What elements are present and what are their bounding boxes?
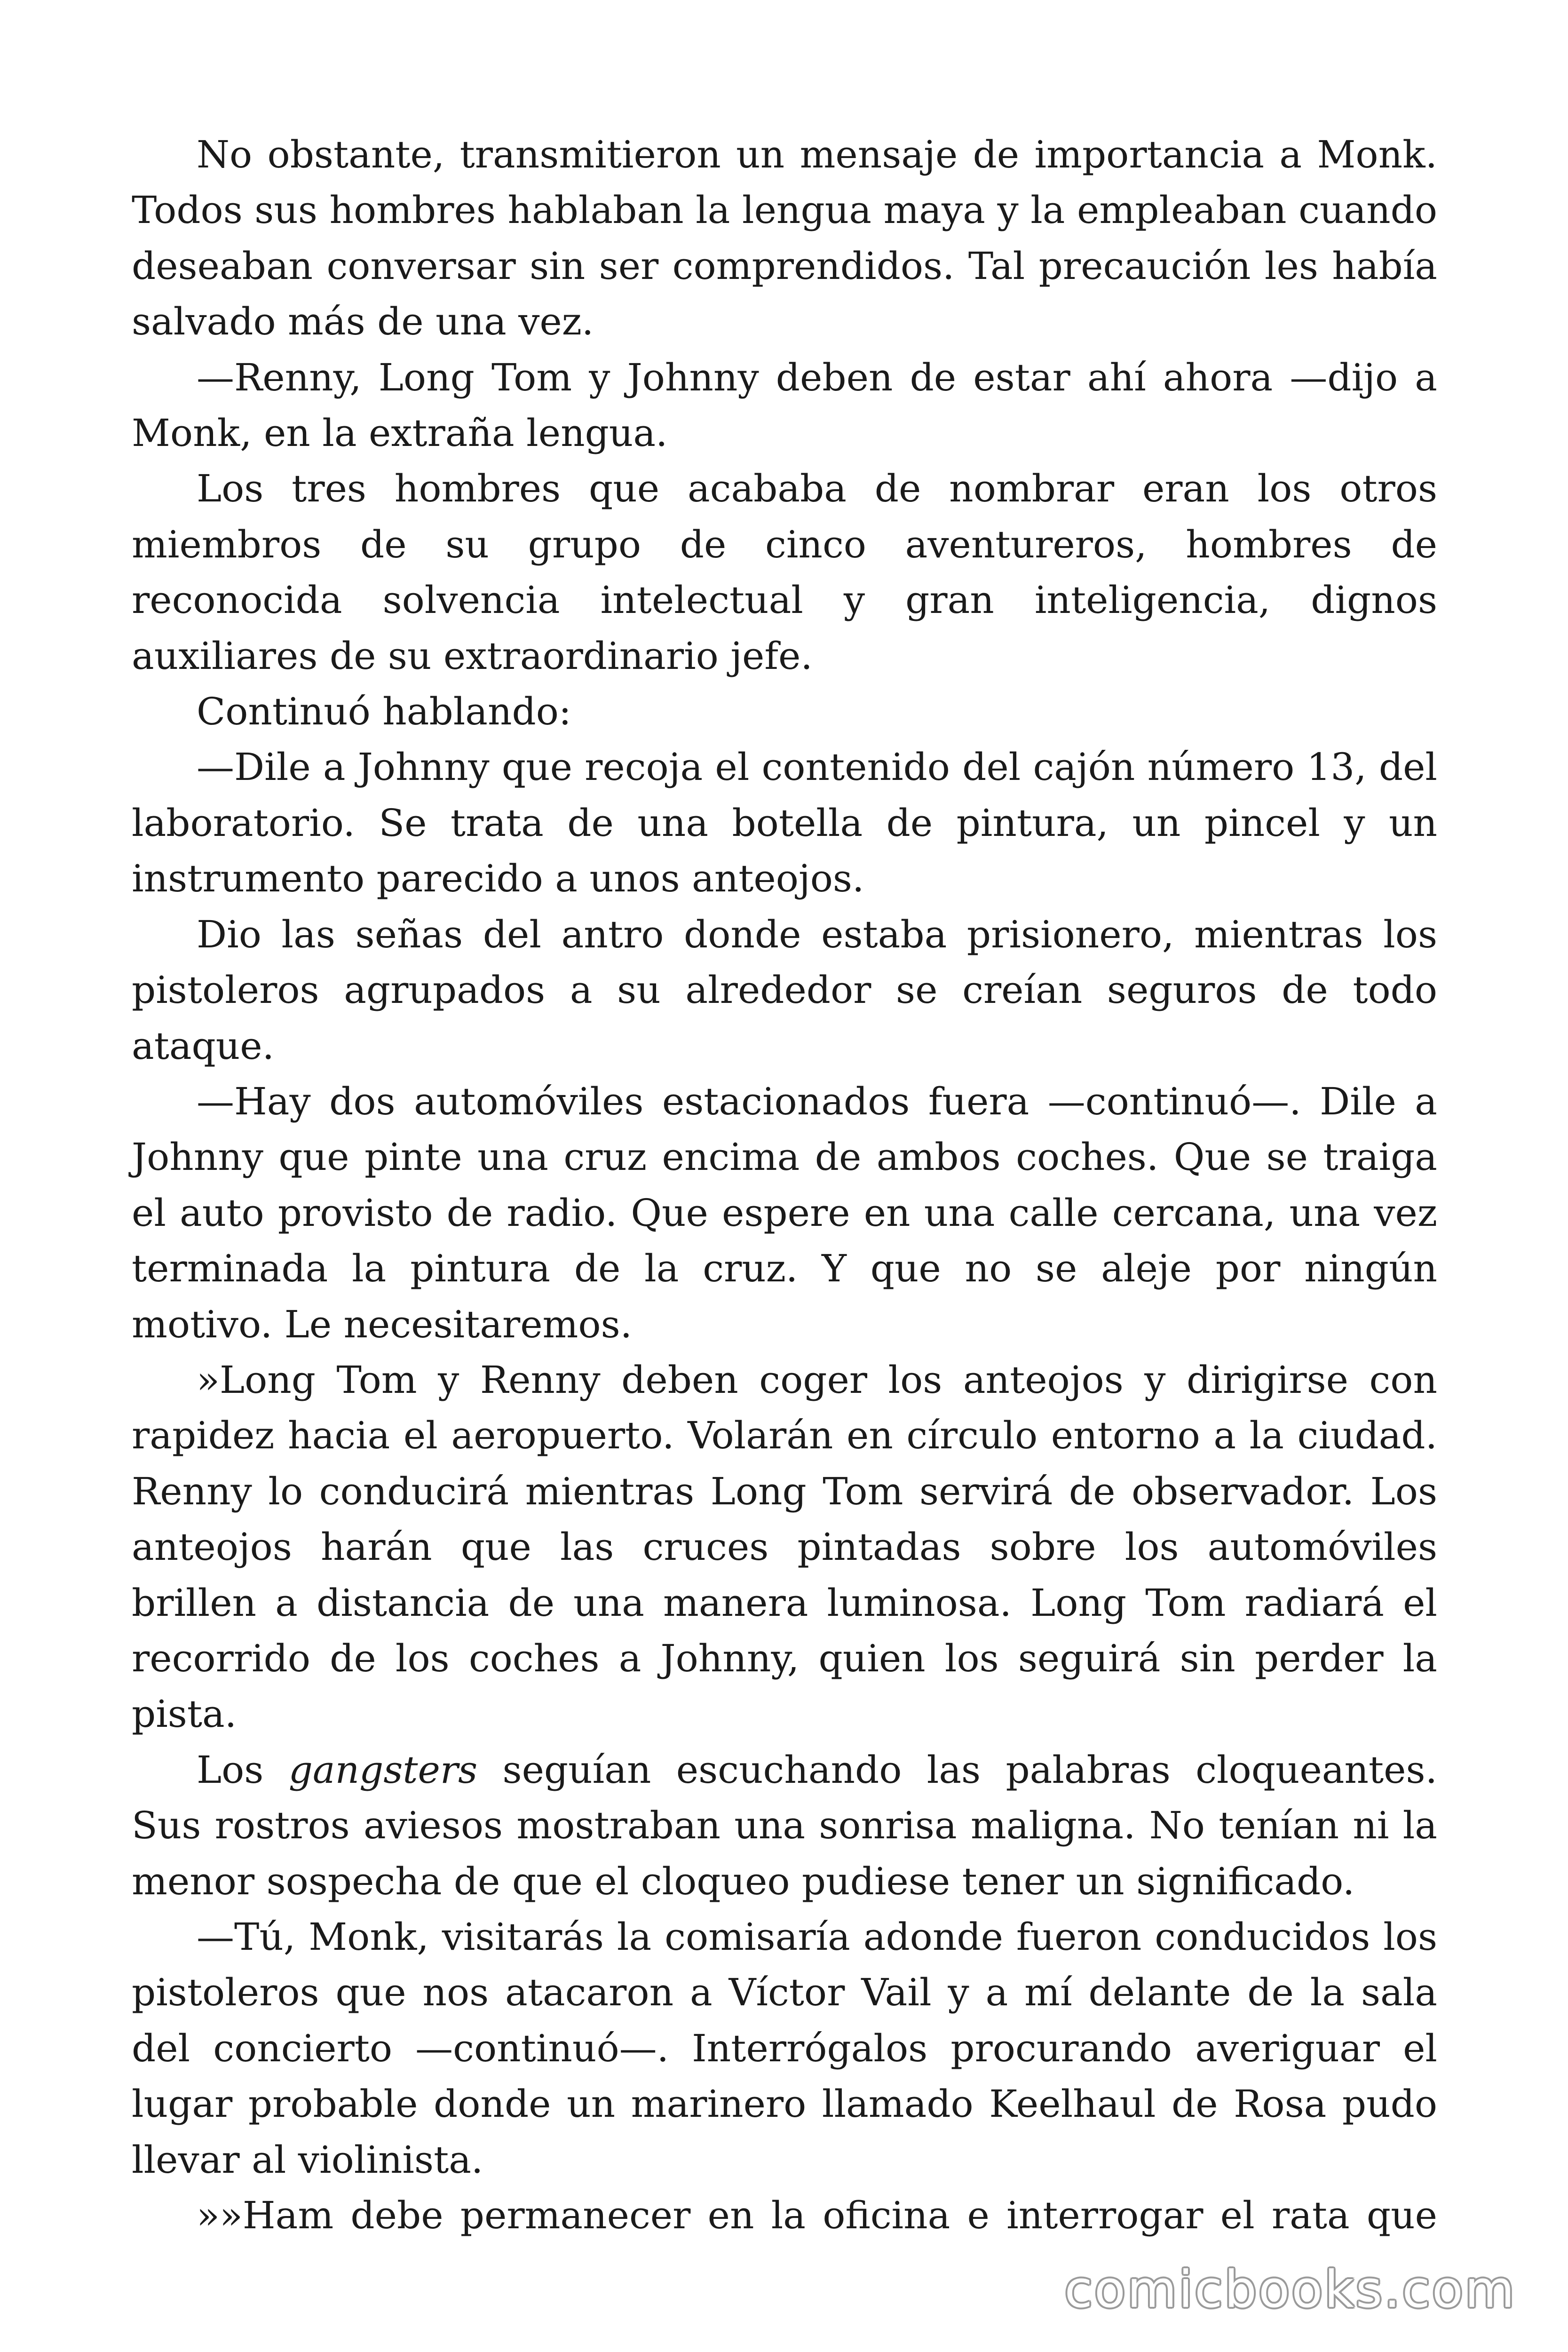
paragraph: —Hay dos automóviles estacionados fuera —continuó—. Dile a Johnny que pinte una cruz encima de ambos coches. Que se traiga el auto provisto de radio. Que espere en una calle cercana, una vez terminada la pintura de la cruz. Y que no se aleje por ningún motivo. Le necesitaremos.: [132, 1079, 1437, 1346]
book-page-text: [132, 127, 1437, 2243]
emphasized-word: gangsters: [288, 1748, 478, 1792]
paragraph-text: Los: [197, 1748, 289, 1792]
paragraph: [132, 1742, 1437, 1909]
paragraph: No obstante, transmitieron un mensaje de importancia a Monk. Todos sus hombres hablaban la lengua maya y la empleaban cuando deseaban conversar sin ser comprendidos. Tal precaución les había salvado más de una vez.: [132, 133, 1437, 344]
paragraph: »Long Tom y Renny deben coger los anteojos y dirigirse con rapidez hacia el aeropuerto. Volarán en círculo entorno a la ciudad. Renny lo conducirá mientras Long Tom servirá de observador. Los anteojos harán que las cruces pintadas sobre los automóviles brillen a distancia de una manera luminosa. Long Tom radiará el recorrido de los coches a Johnny, quien los seguirá sin perder la pista.: [132, 1358, 1437, 1736]
paragraph: —Renny, Long Tom y Johnny deben de estar ahí ahora —dijo a Monk, en la extraña lengua.: [132, 355, 1437, 455]
paragraph: —Tú, Monk, visitarás la comisaría adonde fueron conducidos los pistoleros que nos atacaron a Víctor Vail y a mí delante de la sala del concierto —continuó—. Interrógalos procurando averiguar el lugar probable donde un marinero llamado Keelhaul de Rosa pudo llevar al violinista.: [132, 1915, 1437, 2182]
paragraph-text: seguían escuchando las palabras cloqueantes. Sus rostros aviesos mostraban una sonrisa maligna. No tenían ni la menor sospecha de que el cloqueo pudiese tener un significado.: [132, 1748, 1437, 1903]
paragraph: —Dile a Johnny que recoja el contenido del cajón número 13, del laboratorio. Se trata de una botella de pintura, un pincel y un instrumento parecido a unos anteojos.: [132, 745, 1437, 901]
watermark: comicbooks.com: [1064, 2260, 1516, 2319]
paragraph: Los tres hombres que acababa de nombrar eran los otros miembros de su grupo de cinco aventureros, hombres de reconocida solvencia intelectual y gran inteligencia, dignos auxiliares de su extraordinario jefe.: [132, 467, 1437, 678]
paragraph: Continuó hablando:: [197, 690, 571, 734]
paragraph-last-line: »»Ham debe permanecer en la oficina e interrogar el rata que: [197, 2193, 1437, 2238]
paragraph: Dio las señas del antro donde estaba prisionero, mientras los pistoleros agrupados a su alrededor se creían seguros de todo ataque.: [132, 912, 1437, 1068]
